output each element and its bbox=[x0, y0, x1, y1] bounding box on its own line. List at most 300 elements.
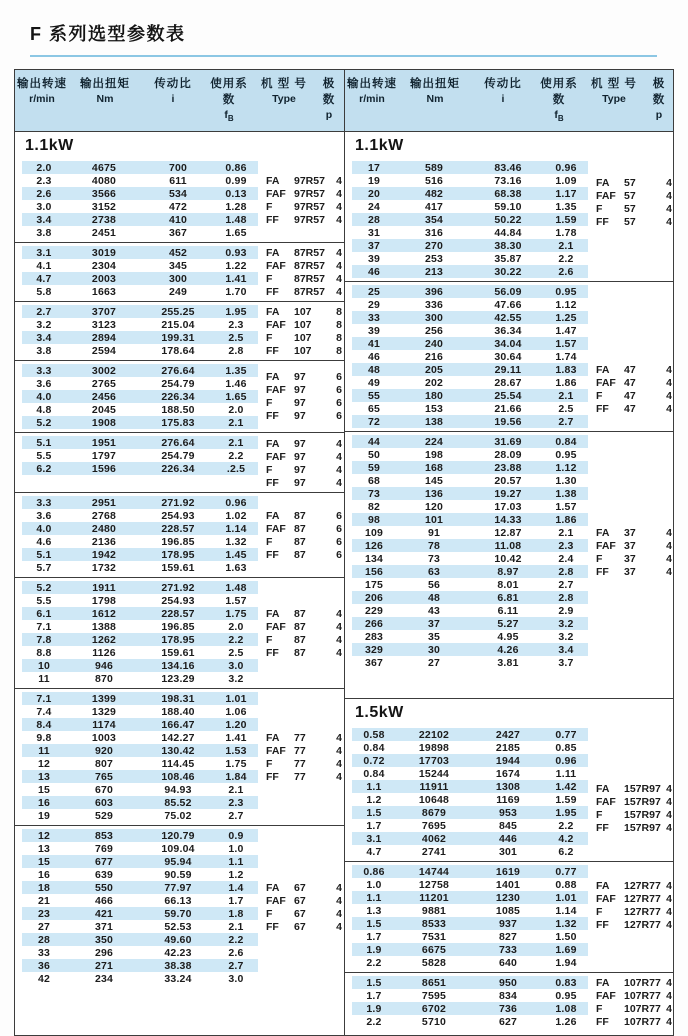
cell-speed: 4.8 bbox=[36, 403, 52, 416]
cell-torque: 1003 bbox=[91, 731, 117, 744]
cell-speed: 19 bbox=[367, 174, 381, 187]
type-prefix: F bbox=[596, 202, 603, 215]
table-row bbox=[22, 646, 258, 659]
cell-speed: 3.2 bbox=[36, 318, 52, 331]
table-block bbox=[15, 361, 344, 433]
type-row bbox=[266, 463, 342, 476]
cell-torque: 946 bbox=[94, 659, 114, 672]
cell-torque: 2768 bbox=[91, 509, 117, 522]
column-header-cn: 传动比 bbox=[154, 78, 192, 90]
cell-torque: 6702 bbox=[421, 1002, 447, 1015]
cell-torque: 27 bbox=[427, 656, 441, 669]
type-model: 87 bbox=[294, 646, 306, 659]
cell-speed: 2.6 bbox=[36, 187, 52, 200]
type-prefix: F bbox=[596, 905, 603, 918]
type-row bbox=[266, 476, 342, 489]
type-prefix: F bbox=[596, 1002, 603, 1015]
block-rows bbox=[352, 976, 588, 1028]
block-type-list bbox=[596, 865, 672, 931]
table-row bbox=[22, 731, 258, 744]
block-type-list bbox=[596, 285, 672, 415]
table-row bbox=[22, 496, 258, 509]
cell-ratio: 75.02 bbox=[164, 809, 192, 822]
cell-ratio: 472 bbox=[168, 200, 188, 213]
type-model: 37 bbox=[624, 539, 636, 552]
type-model: 57 bbox=[624, 176, 636, 189]
table-row bbox=[22, 705, 258, 718]
cell-ratio: 14.33 bbox=[494, 513, 522, 526]
table-row bbox=[22, 462, 258, 475]
type-model: 77 bbox=[294, 770, 306, 783]
type-model: 97R57 bbox=[294, 174, 325, 187]
type-row bbox=[596, 905, 672, 918]
table-row bbox=[22, 259, 258, 272]
cell-ratio: 196.85 bbox=[161, 620, 195, 633]
cell-torque: 1262 bbox=[91, 633, 117, 646]
cell-ratio: 35.87 bbox=[494, 252, 522, 265]
cell-speed: 8.8 bbox=[36, 646, 52, 659]
type-row bbox=[596, 552, 672, 565]
table-row bbox=[352, 728, 588, 741]
cell-service-factor: 0.86 bbox=[225, 161, 247, 174]
cell-torque: 3707 bbox=[91, 305, 117, 318]
cell-service-factor: 2.8 bbox=[558, 591, 574, 604]
block-type-list bbox=[596, 728, 672, 834]
block-rows bbox=[22, 436, 258, 475]
cell-speed: 4.7 bbox=[36, 272, 52, 285]
table-row bbox=[22, 318, 258, 331]
type-model: 157R97 bbox=[624, 808, 661, 821]
cell-ratio: 130.42 bbox=[161, 744, 195, 757]
cell-service-factor: 1.83 bbox=[555, 363, 577, 376]
cell-torque: 677 bbox=[94, 855, 114, 868]
cell-service-factor: 0.95 bbox=[555, 285, 577, 298]
type-poles: 4 bbox=[336, 744, 342, 757]
cell-speed: 8.4 bbox=[36, 718, 52, 731]
cell-service-factor: 1.53 bbox=[225, 744, 247, 757]
cell-torque: 4080 bbox=[91, 174, 117, 187]
cell-speed: 82 bbox=[367, 500, 381, 513]
type-prefix: FF bbox=[266, 409, 279, 422]
cell-speed: 4.0 bbox=[36, 390, 52, 403]
column-header-cn: 输出扭矩 bbox=[80, 78, 130, 90]
cell-speed: 4.6 bbox=[36, 535, 52, 548]
type-model: 87 bbox=[294, 535, 306, 548]
cell-service-factor: 2.2 bbox=[228, 449, 244, 462]
table-row bbox=[22, 868, 258, 881]
cell-service-factor: 1.28 bbox=[225, 200, 247, 213]
block-rows bbox=[22, 161, 258, 239]
table-row bbox=[352, 448, 588, 461]
cell-ratio: 6.81 bbox=[497, 591, 519, 604]
type-model: 77 bbox=[294, 731, 306, 744]
cell-service-factor: 1.01 bbox=[225, 692, 247, 705]
cell-speed: 0.86 bbox=[363, 865, 385, 878]
table-row bbox=[352, 389, 588, 402]
type-poles: 4 bbox=[666, 176, 672, 189]
cell-service-factor: 3.2 bbox=[558, 630, 574, 643]
cell-torque: 15244 bbox=[418, 767, 450, 780]
cell-service-factor: 2.8 bbox=[228, 344, 244, 357]
cell-service-factor: 1.70 bbox=[225, 285, 247, 298]
column-header-cn: 极 数 bbox=[652, 78, 666, 106]
table-row bbox=[352, 539, 588, 552]
cell-speed: 4.1 bbox=[36, 259, 52, 272]
cell-speed: 28 bbox=[367, 213, 381, 226]
cell-service-factor: 1.48 bbox=[225, 581, 247, 594]
cell-speed: 1.7 bbox=[366, 930, 382, 943]
cell-ratio: 6.11 bbox=[497, 604, 519, 617]
table-row bbox=[22, 548, 258, 561]
cell-speed: 3.8 bbox=[36, 226, 52, 239]
table-row bbox=[352, 591, 588, 604]
block-rows bbox=[22, 692, 258, 822]
cell-torque: 769 bbox=[94, 842, 114, 855]
cell-ratio: 271.92 bbox=[161, 581, 195, 594]
cell-service-factor: 3.7 bbox=[558, 656, 574, 669]
type-row bbox=[596, 918, 672, 931]
column-header-en: i bbox=[171, 93, 175, 105]
cell-torque: 2741 bbox=[421, 845, 447, 858]
type-model: 87R57 bbox=[294, 285, 325, 298]
type-prefix: FA bbox=[596, 526, 610, 539]
cell-torque: 1329 bbox=[91, 705, 117, 718]
cell-speed: 37 bbox=[367, 239, 381, 252]
cell-speed: 3.4 bbox=[36, 331, 52, 344]
cell-service-factor: 2.4 bbox=[558, 552, 574, 565]
type-row bbox=[266, 450, 342, 463]
type-prefix: F bbox=[266, 757, 273, 770]
table-row bbox=[22, 344, 258, 357]
cell-speed: 39 bbox=[367, 252, 381, 265]
table-row bbox=[352, 337, 588, 350]
cell-service-factor: 1.35 bbox=[555, 200, 577, 213]
cell-speed: 0.72 bbox=[363, 754, 385, 767]
cell-speed: 1.9 bbox=[366, 1002, 382, 1015]
table-row bbox=[352, 930, 588, 943]
type-prefix: FF bbox=[596, 821, 609, 834]
table-row bbox=[22, 946, 258, 959]
cell-ratio: 33.24 bbox=[164, 972, 192, 985]
type-model: 97 bbox=[294, 476, 306, 489]
cell-torque: 256 bbox=[424, 324, 444, 337]
table-row bbox=[352, 793, 588, 806]
table-row bbox=[352, 989, 588, 1002]
table-row bbox=[22, 331, 258, 344]
column-header-cn: 机 型 号 bbox=[591, 78, 637, 90]
cell-service-factor: 1.45 bbox=[225, 548, 247, 561]
cell-service-factor: 4.2 bbox=[558, 832, 574, 845]
cell-torque: 11911 bbox=[419, 780, 449, 793]
table-block bbox=[15, 243, 344, 302]
cell-ratio: 3.81 bbox=[497, 656, 519, 669]
column-header-en: $f_B$ bbox=[224, 109, 234, 124]
type-row bbox=[266, 522, 342, 535]
table-row bbox=[352, 819, 588, 832]
table-row bbox=[352, 904, 588, 917]
type-prefix: FAF bbox=[266, 187, 286, 200]
table-row bbox=[22, 213, 258, 226]
section-power-label: 1.5kW bbox=[355, 704, 404, 722]
block-rows bbox=[352, 865, 588, 969]
column-header-en: Nm bbox=[96, 93, 114, 105]
type-row bbox=[266, 174, 342, 187]
cell-ratio: 49.60 bbox=[164, 933, 192, 946]
table-block bbox=[345, 432, 673, 699]
block-rows bbox=[22, 364, 258, 429]
cell-service-factor: 2.3 bbox=[558, 539, 574, 552]
cell-ratio: 19.27 bbox=[494, 487, 522, 500]
cell-ratio: 4.95 bbox=[497, 630, 519, 643]
cell-service-factor: 1.86 bbox=[555, 513, 577, 526]
cell-service-factor: 1.47 bbox=[555, 324, 577, 337]
cell-torque: 670 bbox=[94, 783, 114, 796]
table-row bbox=[22, 672, 258, 685]
cell-torque: 48 bbox=[427, 591, 441, 604]
cell-ratio: 736 bbox=[498, 1002, 518, 1015]
type-poles: 4 bbox=[666, 389, 672, 402]
cell-speed: 126 bbox=[364, 539, 384, 552]
cell-speed: 3.8 bbox=[36, 344, 52, 357]
cell-ratio: 83.46 bbox=[494, 161, 522, 174]
cell-speed: 0.58 bbox=[363, 728, 385, 741]
cell-ratio: 94.93 bbox=[164, 783, 192, 796]
cell-torque: 2480 bbox=[91, 522, 117, 535]
cell-service-factor: 1.59 bbox=[555, 213, 577, 226]
type-prefix: FA bbox=[266, 305, 280, 318]
block-type-list bbox=[266, 305, 342, 357]
cell-torque: 145 bbox=[424, 474, 444, 487]
type-poles: 4 bbox=[336, 770, 342, 783]
cell-speed: 33 bbox=[37, 946, 51, 959]
type-poles: 6 bbox=[336, 548, 342, 561]
block-rows bbox=[22, 829, 258, 985]
cell-ratio: 59.70 bbox=[164, 907, 192, 920]
cell-speed: 59 bbox=[367, 461, 381, 474]
type-prefix: FF bbox=[266, 920, 279, 933]
type-model: 127R77 bbox=[624, 905, 661, 918]
cell-torque: 639 bbox=[94, 868, 114, 881]
type-model: 47 bbox=[624, 389, 636, 402]
table-row bbox=[352, 285, 588, 298]
cell-ratio: 30.22 bbox=[494, 265, 522, 278]
table-block bbox=[15, 493, 344, 578]
table-row bbox=[352, 656, 588, 669]
table-row bbox=[352, 526, 588, 539]
type-prefix: FAF bbox=[596, 795, 616, 808]
type-model: 107 bbox=[294, 318, 312, 331]
block-rows bbox=[352, 435, 588, 669]
table-row bbox=[22, 509, 258, 522]
cell-service-factor: 1.32 bbox=[555, 917, 577, 930]
cell-ratio: 108.46 bbox=[161, 770, 195, 783]
block-rows bbox=[22, 496, 258, 574]
cell-torque: 920 bbox=[94, 744, 114, 757]
cell-service-factor: 1.42 bbox=[555, 780, 577, 793]
type-prefix: FA bbox=[596, 363, 610, 376]
cell-service-factor: 1.17 bbox=[555, 187, 577, 200]
type-poles: 6 bbox=[336, 396, 342, 409]
cell-torque: 202 bbox=[424, 376, 444, 389]
table-row bbox=[352, 806, 588, 819]
cell-torque: 63 bbox=[427, 565, 441, 578]
type-prefix: FAF bbox=[266, 259, 286, 272]
table-row bbox=[352, 604, 588, 617]
type-prefix: F bbox=[266, 463, 273, 476]
cell-torque: 2304 bbox=[91, 259, 117, 272]
cell-torque: 1663 bbox=[91, 285, 117, 298]
cell-service-factor: 2.2 bbox=[558, 252, 574, 265]
cell-speed: 2.7 bbox=[36, 305, 52, 318]
type-poles: 4 bbox=[336, 920, 342, 933]
table-row bbox=[22, 246, 258, 259]
cell-ratio: 123.29 bbox=[161, 672, 195, 685]
cell-speed: 3.3 bbox=[36, 496, 52, 509]
type-row bbox=[266, 548, 342, 561]
type-prefix: FF bbox=[266, 548, 279, 561]
type-prefix: FA bbox=[266, 174, 280, 187]
cell-ratio: 38.30 bbox=[494, 239, 522, 252]
cell-torque: 270 bbox=[424, 239, 444, 252]
type-row bbox=[266, 437, 342, 450]
table-row bbox=[22, 692, 258, 705]
table-row bbox=[352, 878, 588, 891]
type-poles: 4 bbox=[666, 363, 672, 376]
table-row bbox=[352, 513, 588, 526]
cell-service-factor: 2.1 bbox=[228, 920, 244, 933]
table-row bbox=[22, 364, 258, 377]
table-row bbox=[22, 633, 258, 646]
cell-torque: 589 bbox=[424, 161, 444, 174]
column-header bbox=[205, 76, 253, 126]
cell-torque: 138 bbox=[424, 415, 444, 428]
cell-service-factor: 1.14 bbox=[555, 904, 577, 917]
cell-service-factor: 1.14 bbox=[225, 522, 247, 535]
block-type-list bbox=[266, 829, 342, 933]
table-row bbox=[352, 415, 588, 428]
cell-torque: 2738 bbox=[91, 213, 117, 226]
cell-service-factor: 0.95 bbox=[555, 989, 577, 1002]
cell-speed: 5.7 bbox=[36, 561, 52, 574]
type-row bbox=[596, 808, 672, 821]
table-row bbox=[352, 461, 588, 474]
table-row bbox=[22, 377, 258, 390]
cell-ratio: 611 bbox=[169, 174, 187, 187]
table-row bbox=[22, 783, 258, 796]
type-row bbox=[266, 509, 342, 522]
table-row bbox=[352, 174, 588, 187]
type-row bbox=[266, 370, 342, 383]
cell-torque: 3002 bbox=[91, 364, 117, 377]
column-header-en: p bbox=[655, 109, 663, 121]
type-row bbox=[596, 202, 672, 215]
cell-service-factor: 1.84 bbox=[225, 770, 247, 783]
cell-torque: 37 bbox=[427, 617, 441, 630]
type-row bbox=[266, 620, 342, 633]
cell-service-factor: 1.01 bbox=[555, 891, 577, 904]
cell-speed: 36 bbox=[37, 959, 51, 972]
type-poles: 4 bbox=[336, 259, 342, 272]
cell-ratio: 1944 bbox=[495, 754, 521, 767]
type-row bbox=[266, 213, 342, 226]
cell-speed: 13 bbox=[37, 842, 51, 855]
cell-service-factor: 1.63 bbox=[225, 561, 247, 574]
table-block bbox=[15, 689, 344, 826]
cell-ratio: 196.85 bbox=[161, 535, 195, 548]
cell-speed: 18 bbox=[37, 881, 51, 894]
cell-torque: 56 bbox=[427, 578, 441, 591]
type-row bbox=[266, 259, 342, 272]
cell-speed: 1.7 bbox=[366, 819, 382, 832]
cell-torque: 1911 bbox=[92, 581, 116, 594]
type-model: 47 bbox=[624, 402, 636, 415]
cell-torque: 1596 bbox=[91, 462, 117, 475]
cell-speed: 5.5 bbox=[36, 594, 52, 607]
cell-ratio: 640 bbox=[498, 956, 518, 969]
table-row bbox=[352, 767, 588, 780]
cell-ratio: 178.64 bbox=[161, 344, 195, 357]
cell-service-factor: 0.96 bbox=[225, 496, 247, 509]
type-model: 37 bbox=[624, 565, 636, 578]
cell-torque: 1174 bbox=[92, 718, 116, 731]
cell-speed: 20 bbox=[367, 187, 381, 200]
column-header-cn: 输出转速 bbox=[347, 78, 397, 90]
table-row bbox=[22, 305, 258, 318]
cell-ratio: 20.57 bbox=[494, 474, 522, 487]
cell-speed: 3.6 bbox=[36, 377, 52, 390]
cell-service-factor: 1.78 bbox=[555, 226, 577, 239]
cell-service-factor: 1.06 bbox=[225, 705, 247, 718]
cell-service-factor: 2.5 bbox=[228, 331, 244, 344]
cell-speed: 17 bbox=[367, 161, 381, 174]
type-prefix: F bbox=[266, 396, 273, 409]
cell-speed: 1.0 bbox=[366, 878, 382, 891]
cell-service-factor: 2.3 bbox=[228, 318, 244, 331]
cell-service-factor: 2.6 bbox=[228, 946, 244, 959]
cell-ratio: 166.47 bbox=[161, 718, 195, 731]
type-model: 37 bbox=[624, 526, 636, 539]
type-poles: 4 bbox=[336, 174, 342, 187]
table-row bbox=[352, 200, 588, 213]
page bbox=[0, 20, 688, 1028]
cell-ratio: 77.97 bbox=[164, 881, 192, 894]
table-row bbox=[352, 363, 588, 376]
type-prefix: F bbox=[596, 389, 603, 402]
cell-speed: 175 bbox=[364, 578, 384, 591]
cell-speed: 283 bbox=[364, 630, 384, 643]
type-row bbox=[266, 731, 342, 744]
cell-service-factor: 1.2 bbox=[228, 868, 244, 881]
cell-speed: 50 bbox=[367, 448, 381, 461]
table-row bbox=[22, 607, 258, 620]
type-poles: 4 bbox=[336, 620, 342, 633]
type-model: 127R77 bbox=[624, 879, 661, 892]
cell-speed: 1.7 bbox=[366, 989, 382, 1002]
type-poles: 6 bbox=[336, 522, 342, 535]
cell-torque: 354 bbox=[424, 213, 444, 226]
cell-service-factor: 1.41 bbox=[225, 272, 247, 285]
cell-speed: 2.3 bbox=[36, 174, 52, 187]
cell-service-factor: 1.50 bbox=[555, 930, 577, 943]
cell-ratio: 226.34 bbox=[161, 462, 195, 475]
cell-service-factor: 1.08 bbox=[555, 1002, 577, 1015]
table-block bbox=[345, 158, 673, 282]
cell-ratio: 2427 bbox=[495, 728, 521, 741]
table-row bbox=[352, 252, 588, 265]
cell-ratio: 73.16 bbox=[494, 174, 522, 187]
cell-torque: 136 bbox=[424, 487, 444, 500]
cell-ratio: 11.08 bbox=[494, 539, 522, 552]
